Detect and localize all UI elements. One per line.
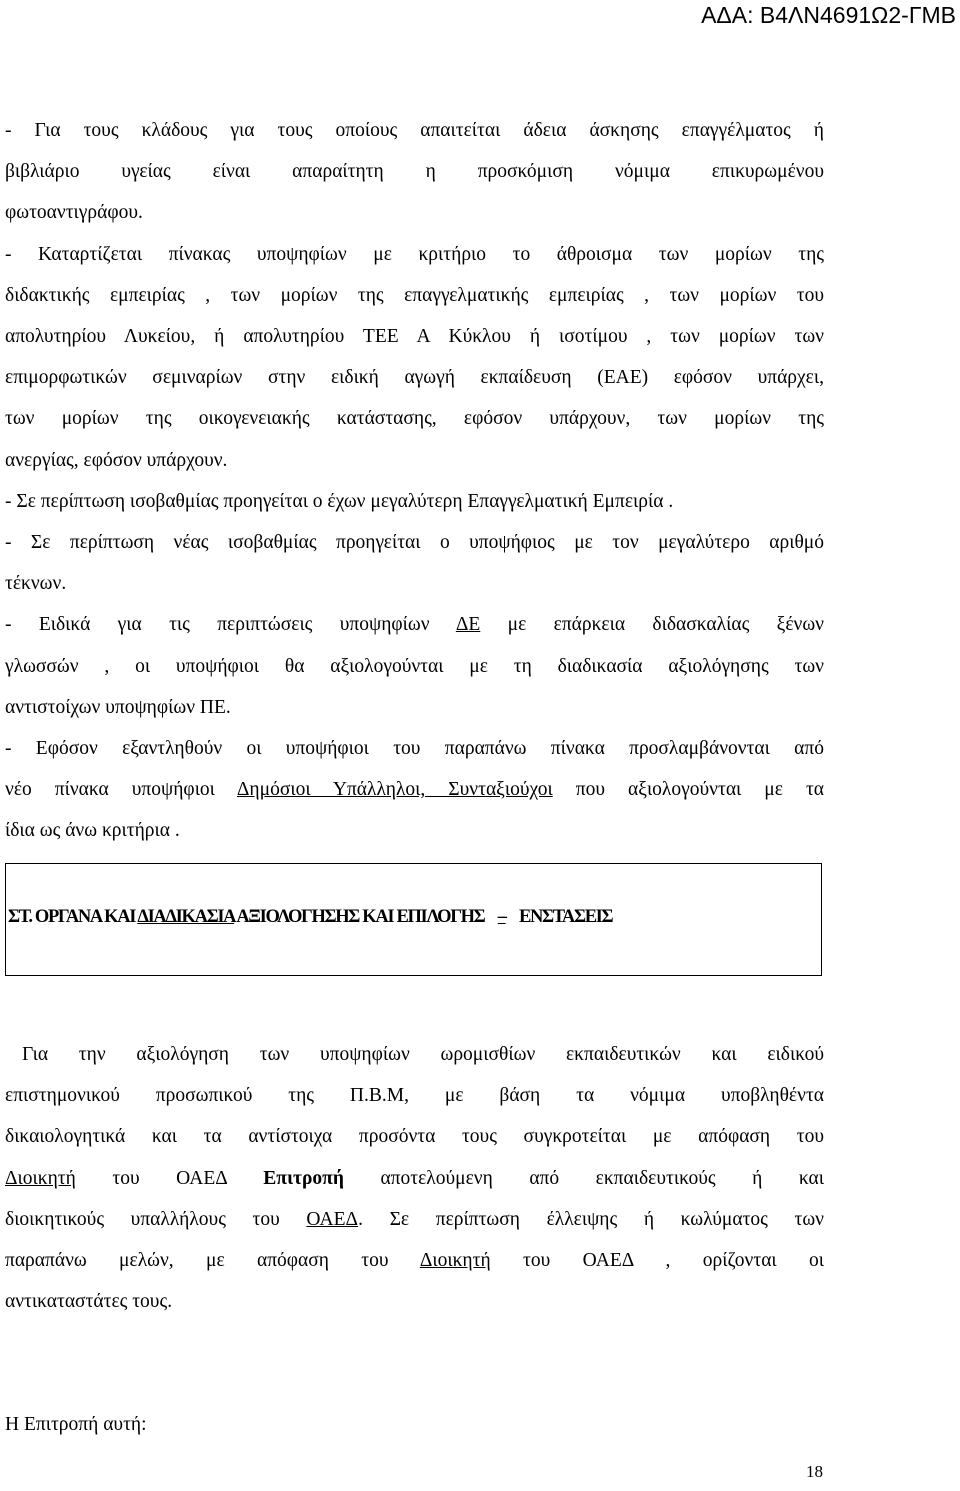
- text-line: επιστημονικού προσωπικού της Π.Β.Μ, με βάση τα νόμιμα υποβληθέντα: [5, 1085, 824, 1107]
- committee-intro: [5, 1404, 824, 1445]
- text-line: Η Επιτροπή αυτή:: [5, 1414, 147, 1435]
- text-segment-underlined: Διοικητή: [419, 1250, 491, 1272]
- text-segment: με επάρκεια διδασκαλίας ξένων: [507, 614, 824, 636]
- text-segment: του ΟΑΕΔ: [75, 1167, 264, 1189]
- text-line: απολυτηρίου Λυκείου, ή απολυτηρίου ΤΕΕ Α Κύκλου ή ισοτίμου , των μορίων των: [5, 326, 824, 348]
- text-line: τέκνων.: [5, 573, 67, 595]
- text-segment: νέο πίνακα υποψήφιοι: [5, 779, 215, 801]
- text-line: ανεργίας, εφόσον υπάρχουν.: [5, 449, 228, 471]
- text-segment-bold: Επιτροπή: [263, 1167, 344, 1189]
- text-line: [5, 1240, 824, 1281]
- text-segment-underlined: ΟΑΕΔ: [306, 1208, 359, 1230]
- section-heading-box: [5, 863, 822, 976]
- text-line: - Σε περίπτωση ισοβαθμίας προηγείται ο έχων μεγαλύτερη Επαγγελματική Εμπειρία .: [5, 490, 674, 512]
- heading-part: ΕΝΣΤΑΣΕΙΣ: [519, 907, 613, 927]
- text-line: επιμορφωτικών σεμιναρίων στην ειδική αγωγή εκπαίδευση (ΕΑΕ) εφόσον υπάρχει,: [5, 367, 824, 389]
- text-segment: - Ειδικά για τις περιπτώσεις υποψηφίων: [5, 614, 430, 636]
- text-line: - Σε περίπτωση νέας ισοβαθμίας προηγείται ο υποψήφιος με τον μεγαλύτερο αριθμό: [5, 532, 824, 554]
- text-line: γλωσσών , οι υποψήφιοι θα αξιολογούνται με τη διαδικασία αξιολόγησης των: [5, 655, 824, 677]
- text-line: αντιστοίχων υποψηφίων ΠΕ.: [5, 696, 231, 718]
- text-segment-underlined: Διοικητή: [5, 1167, 76, 1189]
- criteria-section: [5, 110, 824, 852]
- heading-dash: –: [497, 907, 506, 927]
- ada-code: ΑΔΑ: Β4ΛΝ4691Ω2-ΓΜΒ: [701, 2, 956, 28]
- text-line: αντικαταστάτες τους.: [5, 1291, 173, 1313]
- text-line: διδακτικής εμπειρίας , των μορίων της επαγγελματικής εμπειρίας , των μορίων του: [5, 284, 824, 306]
- text-line: Για την αξιολόγηση των υποψηφίων ωρομισθίων εκπαιδευτικών και ειδικού: [22, 1044, 824, 1065]
- text-segment-underlined: ΔΕ: [455, 614, 481, 636]
- text-line: [5, 604, 824, 645]
- heading-part: ΣΤ. ΟΡΓΑΝΑ ΚΑΙ: [8, 907, 138, 927]
- text-line: [5, 769, 824, 810]
- text-segment: του ΟΑΕΔ , ορίζονται οι: [523, 1250, 825, 1272]
- text-line: φωτοαντιγράφου.: [5, 202, 143, 224]
- text-line: [5, 1199, 824, 1240]
- section-heading: [8, 905, 612, 929]
- committee-section: [5, 1034, 824, 1322]
- text-line: των μορίων της οικογενειακής κατάστασης, εφόσον υπάρχουν, των μορίων της: [5, 408, 824, 430]
- text-line: [5, 1158, 824, 1199]
- text-line: - Καταρτίζεται πίνακας υποψηφίων με κριτήριο το άθροισμα των μορίων της: [5, 243, 824, 265]
- text-segment: που αξιολογούνται με τα: [575, 779, 825, 801]
- text-line: δικαιολογητικά και τα αντίστοιχα προσόντα τους συγκροτείται με απόφαση του: [5, 1126, 824, 1148]
- heading-part-underlined: ΔΙΑΔΙΚΑΣΙΑ: [137, 907, 235, 927]
- text-segment: . Σε περίπτωση έλλειψης ή κωλύματος των: [358, 1208, 824, 1230]
- heading-part: ΑΞΙΟΛΟΓΗΣΗΣ ΚΑΙ ΕΠΙΛΟΓΗΣ: [234, 907, 485, 927]
- text-segment: διοικητικούς υπαλλήλους του: [5, 1208, 307, 1230]
- text-segment: αποτελούμενη από εκπαιδευτικούς ή και: [343, 1167, 824, 1189]
- text-line: ίδια ως άνω κριτήρια .: [5, 820, 180, 842]
- page-number: 18: [806, 1462, 823, 1481]
- text-segment-underlined: Δημόσιοι Υπάλληλοι, Συνταξιούχοι: [236, 779, 553, 801]
- text-segment: παραπάνω μελών, με απόφαση του: [5, 1250, 389, 1272]
- text-line: βιβλιάριο υγείας είναι απαραίτητη η προσκόμιση νόμιμα επικυρωμένου: [5, 161, 824, 183]
- text-line: - Για τους κλάδους για τους οποίους απαιτείται άδεια άσκησης επαγγέλματος ή: [5, 120, 824, 141]
- text-line: - Εφόσον εξαντληθούν οι υποψήφιοι του παραπάνω πίνακα προσλαμβάνονται από: [5, 738, 824, 760]
